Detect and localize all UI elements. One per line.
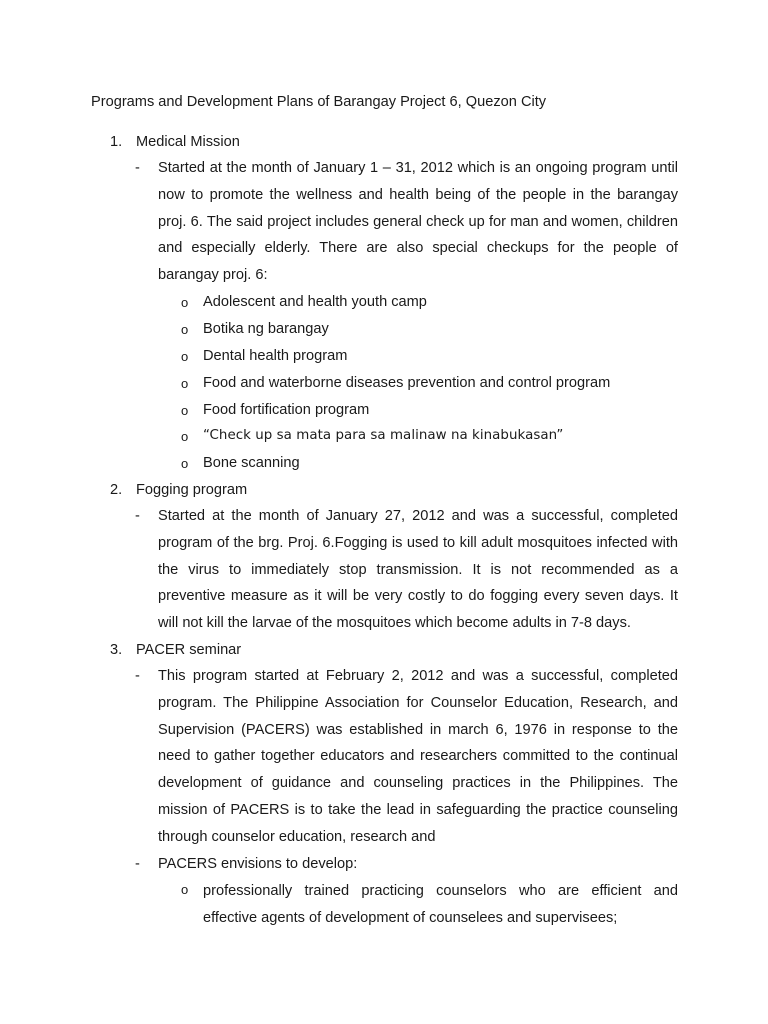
- section-number: 3.: [110, 642, 123, 658]
- section-1-paragraph: Started at the month of January 1 – 31, 2012 which is an ongoing program until now to promote the wellness and health being of the people in the barangay proj. 6. The said project includes general check up for man and women, children and especially elderly. There are also special checkups for the people of barangay proj. 6:: [158, 160, 678, 284]
- list-item-text: Food and waterborne diseases prevention and control program: [203, 375, 611, 391]
- section-1-heading: [110, 132, 240, 152]
- dash-marker: -: [135, 668, 140, 684]
- list-item-text: “Check up sa mata para sa malinaw na kinabukasan”: [203, 428, 564, 443]
- list-item-text: professionally trained practicing counselors who are efficient and effective agents of development of counselees and supervisees;: [203, 883, 678, 926]
- section-number: 2.: [110, 482, 123, 498]
- list-item: [181, 878, 678, 932]
- bullet-marker: o: [181, 376, 189, 391]
- section-2-paragraph: Started at the month of January 27, 2012 and was a successful, completed program of the brg. Proj. 6.Fogging is used to kill adult mosquitoes infected with the virus to immediately stop transmission. It is not recommended as a preventive measure as it will be very costly to do fogging every seven days. It will not kill the larvae of the mosquitoes which become adults in 7-8 days.: [158, 508, 678, 632]
- document-title: Programs and Development Plans of Barangay Project 6, Quezon City: [91, 94, 547, 110]
- dash-marker: -: [135, 508, 140, 524]
- bullet-marker: o: [181, 295, 189, 310]
- section-3-subheading: [135, 851, 678, 878]
- section-title: Fogging program: [136, 482, 248, 498]
- list-item-text: Bone scanning: [203, 455, 300, 471]
- bullet-marker: o: [181, 429, 189, 444]
- section-2-heading: [110, 480, 247, 500]
- list-item-text: Adolescent and health youth camp: [203, 294, 427, 310]
- section-1-description: [135, 155, 678, 290]
- section-3-description: [135, 663, 678, 852]
- bullet-marker: o: [181, 456, 189, 471]
- list-item-text: Botika ng barangay: [203, 321, 329, 337]
- list-item-text: Food fortification program: [203, 402, 370, 418]
- dash-marker: -: [135, 856, 140, 872]
- subheading-text: PACERS envisions to develop:: [158, 856, 358, 872]
- section-3-heading: [110, 640, 241, 660]
- dash-marker: -: [135, 160, 140, 176]
- section-title: Medical Mission: [136, 134, 240, 150]
- bullet-marker: o: [181, 882, 189, 897]
- bullet-marker: o: [181, 403, 189, 418]
- bullet-marker: o: [181, 349, 189, 364]
- section-number: 1.: [110, 134, 123, 150]
- section-title: PACER seminar: [136, 642, 242, 658]
- section-2-description: [135, 503, 678, 638]
- bullet-marker: o: [181, 322, 189, 337]
- section-3-paragraph: This program started at February 2, 2012 and was a successful, completed program. The Philippine Association for Counselor Education, Research, and Supervision (PACERS) was established in march 6, 1976 in response to the need to gather together educators and researchers committed to the continual development of guidance and counseling practices in the Philippines. The mission of PACERS is to take the lead in safeguarding the practice counseling through counselor education, research and: [158, 668, 678, 845]
- list-item-text: Dental health program: [203, 348, 348, 364]
